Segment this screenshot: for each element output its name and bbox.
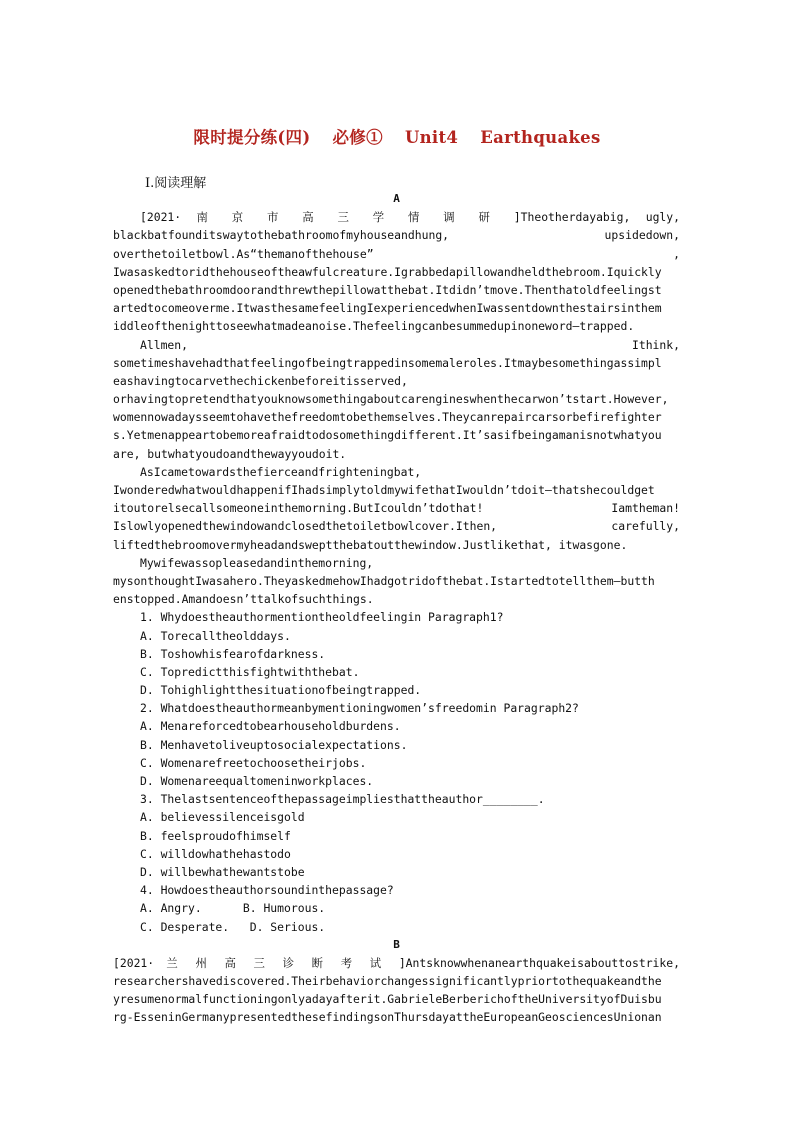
question-stem: 4. Howdoestheauthorsoundinthepassage? (140, 883, 394, 898)
passage-a-line: Islowlyopenedthewindowandclosedthetoiletbowlcover.Ithen, carefully, (113, 519, 680, 534)
passage-a-line: Mywifewassopleasedandinthemorning, (140, 555, 374, 570)
passage-a-line: IwonderedwhatwouldhappenifIhadsimplytoldmywifethatIwouldn’tdoit—thatshecouldget (113, 483, 655, 497)
title-main: 限时提分练(四) (193, 128, 311, 147)
passage-a-line: openedthebathroomdoorandthrewthepillowatthebat.Itdidn’tmove.Thenthatoldfeelingst (113, 282, 662, 297)
question-option: D. Tohighlightthesituationofbeingtrapped. (140, 683, 422, 698)
passage-a-line: itoutorelsecallsomeoneinthemorning.ButIcouldn’tdothat! Iamtheman! (113, 501, 680, 516)
passage-a-line: artedtocomeoverme.ItwasthesamefeelingIexperiencedwhenIwassentdownthestairsinthem (113, 301, 662, 316)
passage-b-line: researchershavediscovered.Theirbehaviorchangessignificantlypriortothequakeandthe (113, 974, 662, 989)
passage-a-line: overthetoiletbowl.As“themanofthehouse” , (113, 246, 680, 261)
question-stem: 1. Whydoestheauthormentiontheoldfeelingin Paragraph1? (140, 610, 504, 625)
question-option: C. Topredictthisfightwiththebat. (140, 664, 360, 679)
question-option: A. believessilenceisgold (140, 810, 305, 825)
title-book: 必修① (332, 128, 383, 147)
question-option: C. Desperate. D. Serious. (140, 919, 326, 934)
question-option: B. Toshowhisfearofdarkness. (140, 646, 326, 661)
question-stem: 3. Thelastsentenceofthepassageimpliesthattheauthor________. (140, 792, 545, 807)
passage-a-line: sometimeshavehadthatfeelingofbeingtrappedinsomemaleroles.Itmaybesomethingassimpl (113, 355, 662, 370)
passage-a-line: iddleofthenighttoseewhatmadeanoise.Thefeelingcanbesummedupinoneword—trapped. (113, 319, 635, 334)
passage-b-line: [2021· 兰 州 高 三 诊 断 考 试 ]Antsknowwhenanearthquakeisabouttostrike, (113, 955, 680, 970)
question-option: B. Menhavetoliveuptosocialexpectations. (140, 737, 408, 752)
passage-a-line: liftedthebroomovermyheadandsweptthebatoutthewindow.Justlikethat, itwasgone. (113, 537, 628, 552)
passage-a-line: Allmen, Ithink, (140, 337, 680, 352)
question-option: A. Menareforcedtobearhouseholdburdens. (140, 719, 401, 734)
passage-a-label: A (393, 192, 400, 205)
question-option: A. Angry. B. Humorous. (140, 901, 326, 916)
passage-a-line: enstopped.Amandoesn’ttalkofsuchthings. (113, 592, 374, 607)
passage-a-line: blackbatfounditswaytothebathroomofmyhouseandhung, upsidedown, (113, 228, 680, 243)
passage-b-line: yresumenormalfunctioningonlyadayafterit.GabrieleBerberichoftheUniversityofDuisbu (113, 992, 662, 1007)
question-stem: 2. Whatdoestheauthormeanbymentioningwomen’sfreedomin Paragraph2? (140, 701, 579, 716)
question-option: D. willbewhathewantstobe (140, 864, 305, 879)
passage-a-line: Iwasaskedtoridthehouseoftheawfulcreature.Igrabbedapillowandheldthebroom.Iquickly (113, 264, 662, 279)
title-unit: Unit4 (404, 128, 459, 147)
page-title (0, 124, 794, 148)
title-topic: Earthquakes (480, 128, 601, 147)
passage-b-label: B (393, 937, 400, 951)
passage-a-line: orhavingtopretendthatyouknowsomethingaboutcarengineswhenthecarwon’tstart.However, (113, 392, 669, 407)
passage-a-line: AsIcametowardsthefierceandfrighteningbat, (140, 464, 422, 479)
question-option: C. Womenarefreetochoosetheirjobs. (140, 755, 367, 770)
question-option: D. Womenareequaltomeninworkplaces. (140, 774, 374, 788)
passage-a-line: s.Yetmenappeartobemoreafraidtodosomethingdifferent.It’sasifbeingamanisnotwhatyou (113, 428, 662, 443)
passage-a-line: eashavingtocarvethechickenbeforeitisserved, (113, 373, 408, 388)
passage-a-line: [2021· 南 京 市 高 三 学 情 调 研 ]Theotherdayabig, ugly, (140, 210, 680, 225)
passage-a-line: are, butwhatyoudoandthewayyoudoit. (113, 446, 347, 461)
section-heading: Ⅰ.阅读理解 (145, 176, 207, 191)
question-option: C. willdowhathehastodo (140, 846, 291, 861)
question-option: A. Torecalltheolddays. (140, 628, 291, 643)
question-option: B. feelsproudofhimself (140, 828, 291, 843)
article-content (113, 190, 680, 1027)
passage-b-line: rg-EsseninGermanypresentedthesefindingsonThursdayattheEuropeanGeosciencesUnionan (113, 1010, 662, 1025)
passage-a-line: mysonthoughtIwasahero.TheyaskedmehowIhadgotridofthebat.Istartedtotellthem—butth (113, 573, 655, 588)
passage-a-line: womennowadaysseemtohavethefreedomtobethemselves.Theycanrepaircarsorbefirefighter (113, 410, 662, 425)
